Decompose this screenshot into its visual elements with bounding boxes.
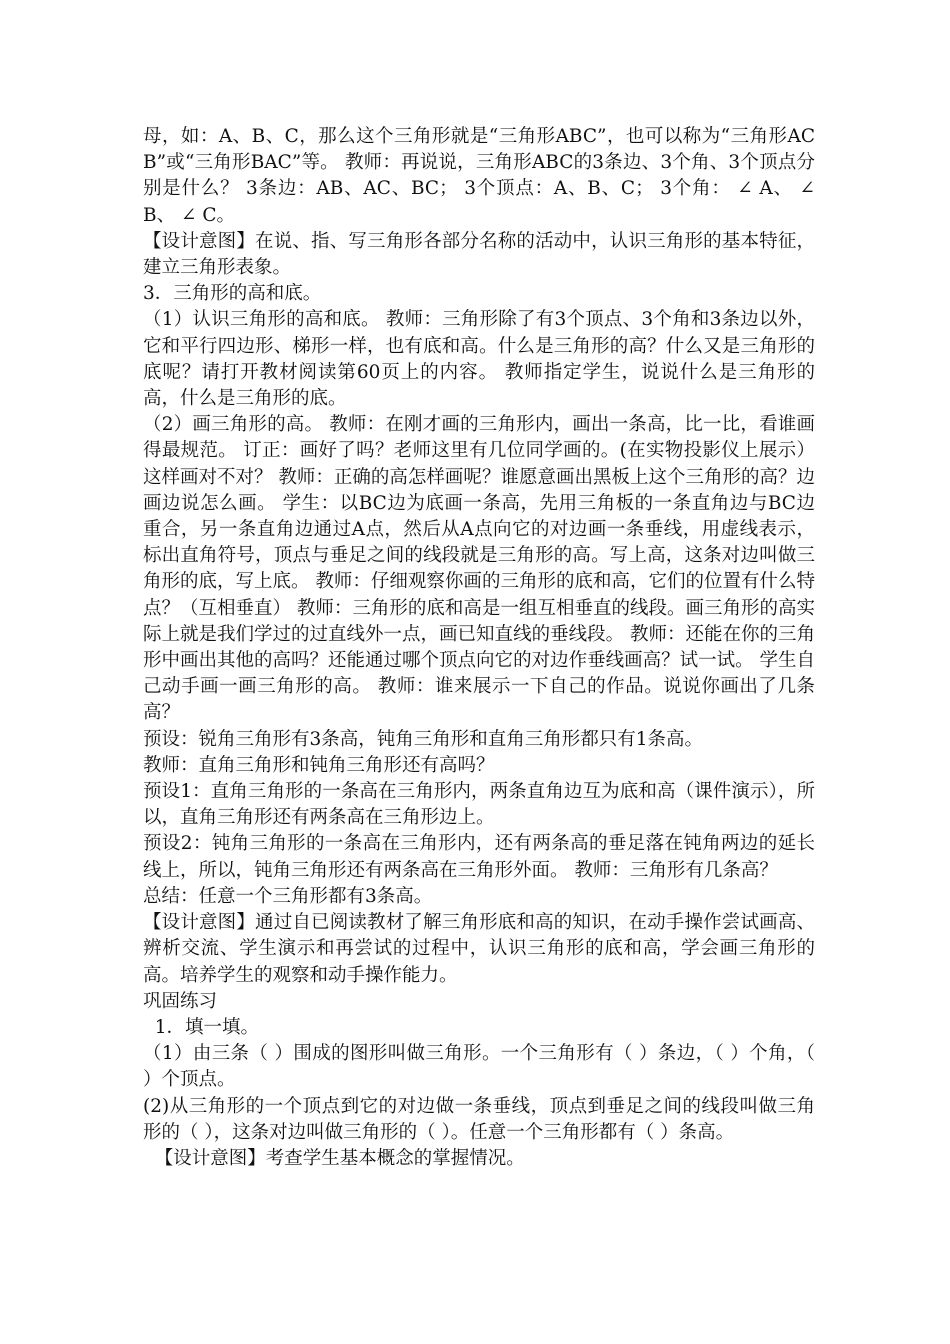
paragraph-preset-2: 预设2：钝角三角形的一条高在三角形内，还有两条高的垂足落在钝角两边的延长线上，所以，钝角三角形还有两条高在三角形外面。 教师：三角形有几条高？	[143, 833, 815, 881]
exercise-fill-in-heading: 1．填一填。	[143, 1016, 260, 1038]
paragraph-triangle-naming: 母，如：A、B、C，那么这个三角形就是“三角形ABC”，也可以称为“三角形ACB”或“三角形BAC”等。 教师：再说说，三角形ABC的3条边、3个角、3个顶点分别是什么？ 3条边：AB、AC、BC； 3个顶点：A、B、C； 3个角： ∠ A、 ∠ B、 ∠ C。	[143, 126, 815, 226]
paragraph-design-intent-2: 【设计意图】通过自已阅读教材了解三角形底和高的知识，在动手操作尝试画高、辨析交流、学生演示和再尝试的过程中，认识三角形的底和高，学会画三角形的高。培养学生的观察和动手操作能力。	[143, 912, 815, 986]
paragraph-preset-1: 预设1：直角三角形的一条高在三角形内，两条直角边互为底和高（课件演示），所以，直角三角形还有两条高在三角形边上。	[143, 781, 815, 829]
document-body	[143, 124, 815, 1172]
exercise-item-1: （1）由三条（ ）围成的图形叫做三角形。一个三角形有（ ）条边，（ ）个角，（ ）个顶点。	[143, 1043, 815, 1091]
paragraph-know-height-base: （1）认识三角形的高和底。 教师：三角形除了有3个顶点、3个角和3条边以外，它和平行四边形、梯形一样，也有底和高。什么是三角形的高？什么又是三角形的底呢？请打开教材阅读第60页上的内容。 教师指定学生，说说什么是三角形的高，什么是三角形的底。	[143, 309, 815, 410]
section-heading-practice: 巩固练习	[143, 990, 218, 1012]
paragraph-draw-height: （2）画三角形的高。 教师：在刚才画的三角形内，画出一条高，比一比，看谁画得最规范。 订正：画好了吗？老师这里有几位同学画的。(在实物投影仪上展示）这样画对不对？ 教师：正确的高怎样画呢？谁愿意画出黑板上这个三角形的高？边画边说怎么画。 学生：以BC边为底画一条高，先用三角板的一条直角边与BC边重合，另一条直角边通过A点，然后从A点向它的对边画一条垂线，用虚线表示，标出直角符号，顶点与垂足之间的线段就是三角形的高。写上高，这条对边叫做三角形的底，写上底。 教师：仔细观察你画的三角形的底和高，它们的位置有什么特点？（互相垂直） 教师：三角形的底和高是一组互相垂直的线段。画三角形的高实际上就是我们学过的过直线外一点，画已知直线的垂线段。 教师：还能在你的三角形中画出其他的高吗？还能通过哪个顶点向它的对边作垂线画高？试一试。 学生自己动手画一画三角形的高。 教师：谁来展示一下自己的作品。说说你画出了几条高？	[143, 414, 815, 724]
paragraph-summary: 总结：任意一个三角形都有3条高。	[143, 885, 433, 907]
paragraph-design-intent-1: 【设计意图】在说、指、写三角形各部分名称的活动中，认识三角形的基本特征，建立三角形表象。	[143, 230, 815, 279]
paragraph-design-intent-3: 【设计意图】考查学生基本概念的掌握情况。	[143, 1147, 525, 1169]
section-heading-height-base: 3．三角形的高和底。	[143, 283, 322, 305]
paragraph-preset: 预设：锐角三角形有3条高，钝角三角形和直角三角形都只有1条高。	[143, 728, 704, 750]
exercise-item-2: (2)从三角形的一个顶点到它的对边做一条垂线，顶点到垂足之间的线段叫做三角形的（ ），这条对边叫做三角形的（ ）。任意一个三角形都有（ ）条高。	[143, 1095, 815, 1143]
paragraph-teacher-question: 教师：直角三角形和钝角三角形还有高吗？	[143, 754, 495, 776]
